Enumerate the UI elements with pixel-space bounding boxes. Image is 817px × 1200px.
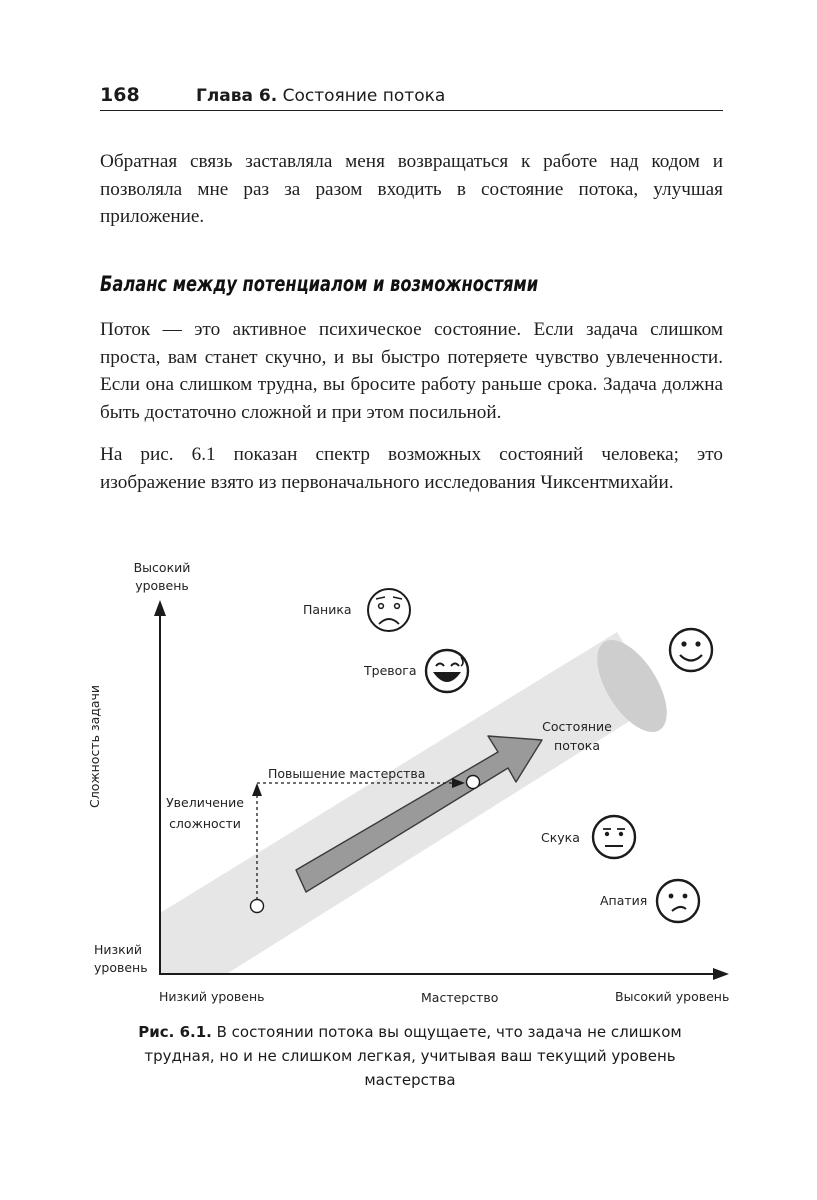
panic-label: Паника xyxy=(303,602,352,617)
figure-caption-text: В состоянии потока вы ощущаете, что задача не слишком трудная, но и не слишком легкая, учитывая ваш текущий уровень мастерства xyxy=(144,1023,682,1089)
figure-number: Рис. 6.1. xyxy=(138,1023,212,1041)
skill-increase-label: Повышение мастерства xyxy=(268,766,426,781)
apathy-face-icon xyxy=(657,880,699,922)
anxiety-label: Тревога xyxy=(364,663,417,678)
chapter-title: Состояние потока xyxy=(282,86,446,106)
paragraph-figure-reference: На рис. 6.1 показан спектр возможных состояний человека; это изображение взято из первоначального исследования Чиксентмихайи. xyxy=(100,444,723,493)
panic-face-icon xyxy=(368,589,410,631)
page-number: 168 xyxy=(100,84,140,106)
y-axis-arrow xyxy=(154,600,166,616)
y-axis-high-label: Высокий уровень xyxy=(133,560,191,593)
y-axis-low-label: Низкий уровень xyxy=(94,942,148,975)
apathy-label: Апатия xyxy=(600,893,648,908)
chapter-label: Глава 6. xyxy=(196,86,278,106)
chapter-heading xyxy=(196,86,445,106)
end-point xyxy=(467,776,480,789)
challenge-increase-arrowhead xyxy=(252,783,262,796)
boredom-label: Скука xyxy=(541,830,580,845)
happy-face-icon xyxy=(670,629,712,671)
intro-paragraph: Обратная связь заставляла меня возвращаться к работе над кодом и позволяла мне раз за разом входить в состояние потока, улучшая приложение. xyxy=(100,151,723,227)
anxiety-face-icon xyxy=(426,650,468,692)
start-point xyxy=(251,900,264,913)
x-axis-low-label: Низкий уровень xyxy=(159,989,265,1004)
y-axis-title: Сложность задачи xyxy=(87,684,102,808)
x-axis-title: Мастерство xyxy=(421,990,499,1005)
x-axis-high-label: Высокий уровень xyxy=(615,989,730,1004)
running-header xyxy=(100,82,723,111)
boredom-face-icon xyxy=(593,816,635,858)
paragraph-flow-definition: Поток — это активное психическое состояние. Если задача слишком проста, вам станет скучно, и вы быстро потеряете чувство увлеченности. Если она слишком трудна, вы бросите работу раньше срока. Задача должна быть достаточно сложной и при этом посильной. xyxy=(100,319,723,423)
x-axis-arrow xyxy=(713,968,729,980)
flow-state-label: Состояние потока xyxy=(542,719,612,753)
flow-diagram xyxy=(0,540,817,1030)
section-title: Баланс между потенциалом и возможностями xyxy=(100,272,539,296)
figure-caption xyxy=(120,1020,700,1092)
challenge-increase-label: Увеличение сложности xyxy=(166,795,244,831)
